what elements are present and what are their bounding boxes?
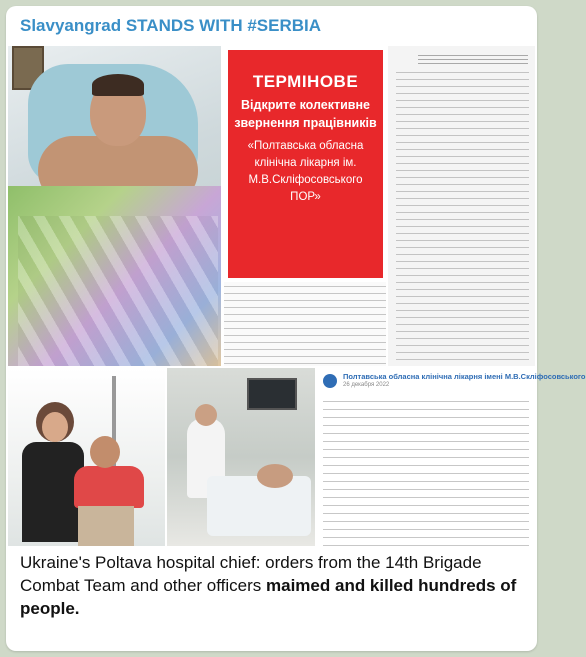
photo-album bbox=[8, 46, 586, 546]
caption-bold-text: maimed and killed hundreds of people. bbox=[20, 576, 517, 618]
doctor-head bbox=[195, 404, 217, 426]
man-head bbox=[90, 436, 120, 468]
hospital-bed bbox=[207, 476, 311, 536]
photo-doctor-at-bedside[interactable] bbox=[167, 368, 315, 546]
post-date: 26 декабря 2022 bbox=[343, 382, 390, 388]
photo-letter-document[interactable] bbox=[388, 46, 535, 366]
banner-hospital: «Полтавська обласна клінічна лікарня ім. М.В.Скліфосовського ПОР» bbox=[247, 140, 364, 203]
photo-patient-in-bed[interactable] bbox=[8, 46, 221, 366]
document-lines bbox=[224, 282, 386, 366]
photo-amputee-with-woman[interactable] bbox=[8, 368, 165, 546]
monitor bbox=[247, 378, 297, 410]
caption-text: Ukraine's Poltava hospital chief: orders from the 14th Brigade Combat Team and other officers bbox=[20, 553, 482, 595]
post-header bbox=[323, 372, 586, 392]
document-text-area bbox=[224, 282, 386, 366]
letter-lines bbox=[396, 68, 529, 366]
man-shirt bbox=[74, 466, 144, 508]
letter-header bbox=[418, 52, 528, 64]
photo-social-post-screenshot[interactable] bbox=[317, 368, 586, 546]
banner-body: Відкрите колективне звернення працівників bbox=[234, 98, 377, 130]
bed-patient bbox=[257, 464, 293, 488]
message-caption bbox=[20, 551, 525, 620]
woman-face bbox=[42, 412, 68, 442]
blanket-pattern bbox=[18, 216, 218, 366]
channel-name[interactable]: Slavyangrad STANDS WITH #SERBIA bbox=[20, 16, 322, 35]
man-legs bbox=[78, 506, 134, 546]
hospital-name: Полтавська обласна клінічна лікарня імені М.В.Скліфосовського bbox=[343, 372, 586, 381]
message-bubble bbox=[6, 6, 586, 651]
hospital-avatar bbox=[323, 374, 337, 388]
patient-hair bbox=[92, 74, 144, 96]
urgent-appeal-banner bbox=[228, 50, 383, 278]
post-text-lines bbox=[323, 396, 529, 546]
banner-title: ТЕРМІНОВЕ bbox=[252, 72, 359, 91]
